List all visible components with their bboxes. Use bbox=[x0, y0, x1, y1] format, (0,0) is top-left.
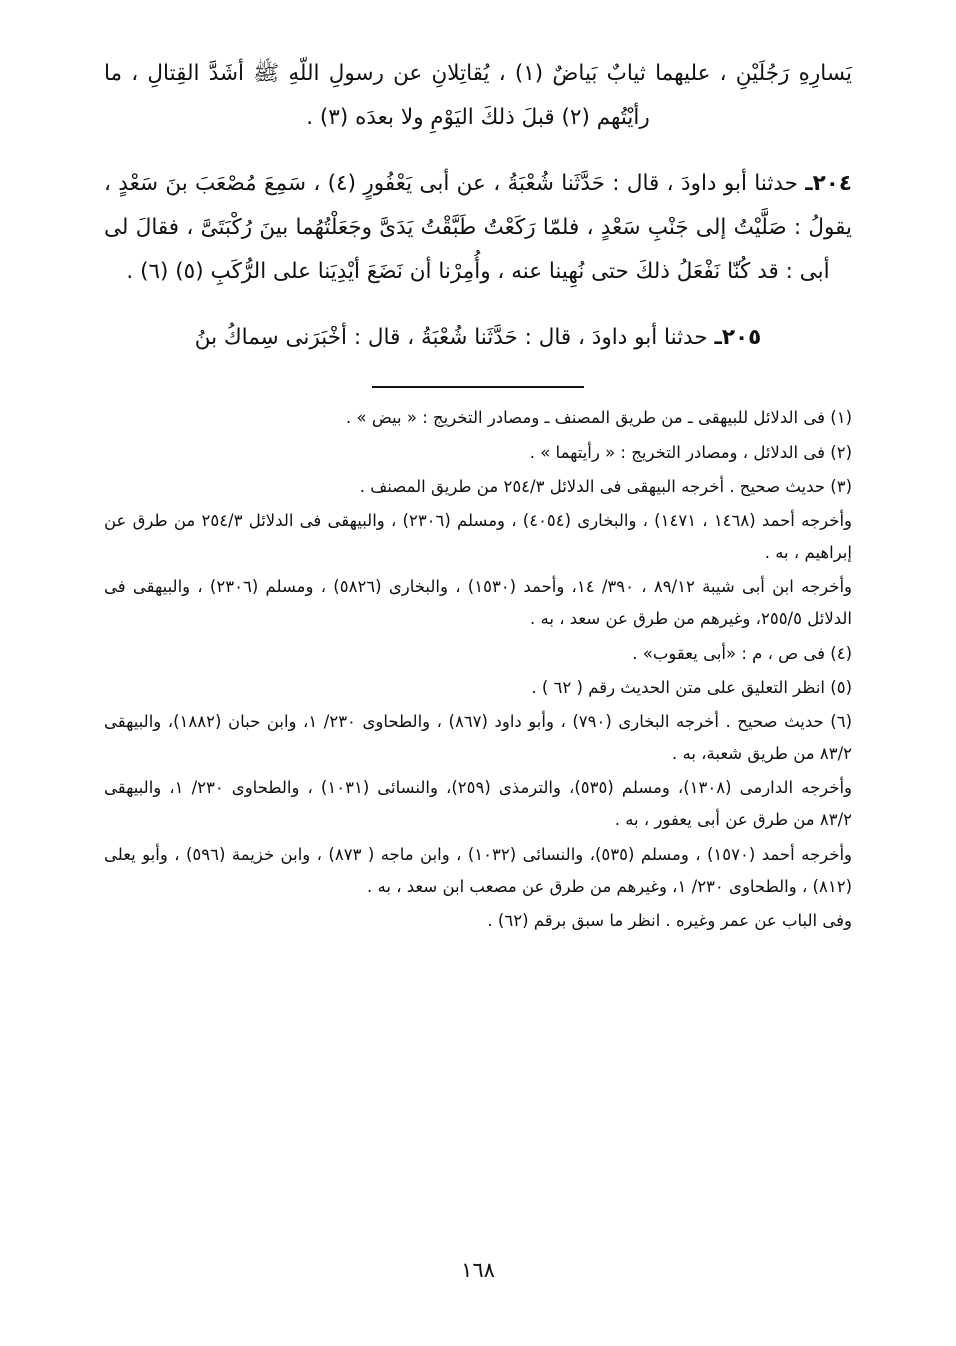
page-number: ١٦٨ bbox=[461, 1258, 495, 1282]
footnote-6-cont-2: وأخرجه أحمد (١٥٧٠) ، ومسلم (٥٣٥)، والنسائى (١٠٣٢) ، وابن ماجه ( ٨٧٣) ، وابن خزيمة (٥٩٦) ، وأبو يعلى (٨١٢) ، والطحاوى ٢٣٠/ ١، وغيرهم من طرق عن مصعب ابن سعد ، به . bbox=[104, 844, 852, 896]
hadith-entry-205 bbox=[104, 316, 852, 360]
footnote-separator-rule bbox=[372, 386, 584, 388]
footnote-3-cont-1: وأخرجه أحمد (١٤٦٨ ، ١٤٧١) ، والبخارى (٤٠٥٤) ، ومسلم (٢٣٠٦) ، والبيهقى فى الدلائل ٢٥٤/٣ من طرق عن إبراهيم ، به . bbox=[104, 510, 853, 563]
footnote-separator-wrap bbox=[104, 386, 852, 388]
footnote-6: (٦) حديث صحيح . أخرجه البخارى (٧٩٠) ، وأبو داود (٨٦٧) ، والطحاوى ٢٣٠/ ١، وابن حبان (١٨٨٢)، والبيهقى ٨٣/٢ من طريق شعبة، به . bbox=[104, 711, 852, 764]
hadith-number-204: ٢٠٤ـ bbox=[805, 171, 852, 197]
hadith-text-205: حدثنا أبو داودَ ، قال : حَدَّثَنا شُعْبَةُ ، قال : أخْبَرَنى سِماكُ بنُ bbox=[194, 325, 708, 351]
hadith-number-205: ٢٠٥ـ bbox=[714, 325, 762, 351]
footnote-6-cont-3: وفى الباب عن عمر وغيره . انظر ما سبق برقم (٦٢) . bbox=[487, 910, 852, 930]
footnote-1: (١) فى الدلائل للبيهقى ـ من طريق المصنف ـ ومصادر التخريج : « بيض » . bbox=[346, 408, 852, 428]
footnotes-block bbox=[104, 402, 852, 937]
main-text-block bbox=[104, 52, 852, 360]
hadith-text-204: حدثنا أبو داودَ ، قال : حَدَّثَنا شُعْبَةُ ، عن أبى يَعْفُورٍ (٤) ، سَمِعَ مُصْعَبَ بنَ سَعْدٍ ، يقولُ : صَلَّيْتُ إلى جَنْبِ سَعْدٍ ، فلمّا رَكَعْتُ طَبَّقْتُ يَدَىَّ وجَعَلْتُهُما بينَ رُكْبَتَىَّ ، فقالَ لى أبى : قد كُنّا نَفْعَلُ ذلكَ حتى نُهِينا عنه ، وأُمِرْنا أن نَضَعَ أيْدِيَنا على الرُّكَبِ (٥) (٦) . bbox=[104, 171, 852, 285]
footnote-4: (٤) فى ص ، م : «أبى يعقوب» . bbox=[632, 643, 852, 663]
footnote-6-cont-1: وأخرجه الدارمى (١٣٠٨)، ومسلم (٥٣٥)، والترمذى (٢٥٩)، والنسائى (١٠٣١) ، والطحاوى ٢٣٠/ ١، والبيهقى ٨٣/٢ من طرق عن أبى يعفور ، به . bbox=[104, 778, 852, 830]
paragraph-continuation: يَسارِهِ رَجُلَيْنِ ، عليهما ثيابٌ بَياضٌ (١) ، يُقاتِلانِ عن رسولِ اللّهِ ﷺ أشَدَّ القِتالِ ، ما رأيْتُهم (٢) قبلَ ذلكَ اليَوْمِ ولا بعدَه (٣) . bbox=[104, 61, 852, 131]
footnote-2: (٢) فى الدلائل ، ومصادر التخريج : « رأيتهما » . bbox=[529, 442, 852, 462]
footnote-3-cont-2: وأخرجه ابن أبى شيبة ٨٩/١٢ ، ٣٩٠/ ١٤، وأحمد (١٥٣٠) ، والبخارى (٥٨٢٦) ، ومسلم (٢٣٠٦) ، والبيهقى فى الدلائل ٢٥٥/٥، وغيرهم من طرق عن سعد ، به . bbox=[104, 577, 852, 629]
hadith-entry-204 bbox=[104, 162, 852, 294]
footnote-3: (٣) حديث صحيح . أخرجه البيهقى فى الدلائل ٢٥٤/٣ من طريق المصنف . bbox=[359, 476, 852, 496]
footnote-5: (٥) انظر التعليق على متن الحديث رقم ( ٦٢ ) . bbox=[531, 677, 852, 697]
